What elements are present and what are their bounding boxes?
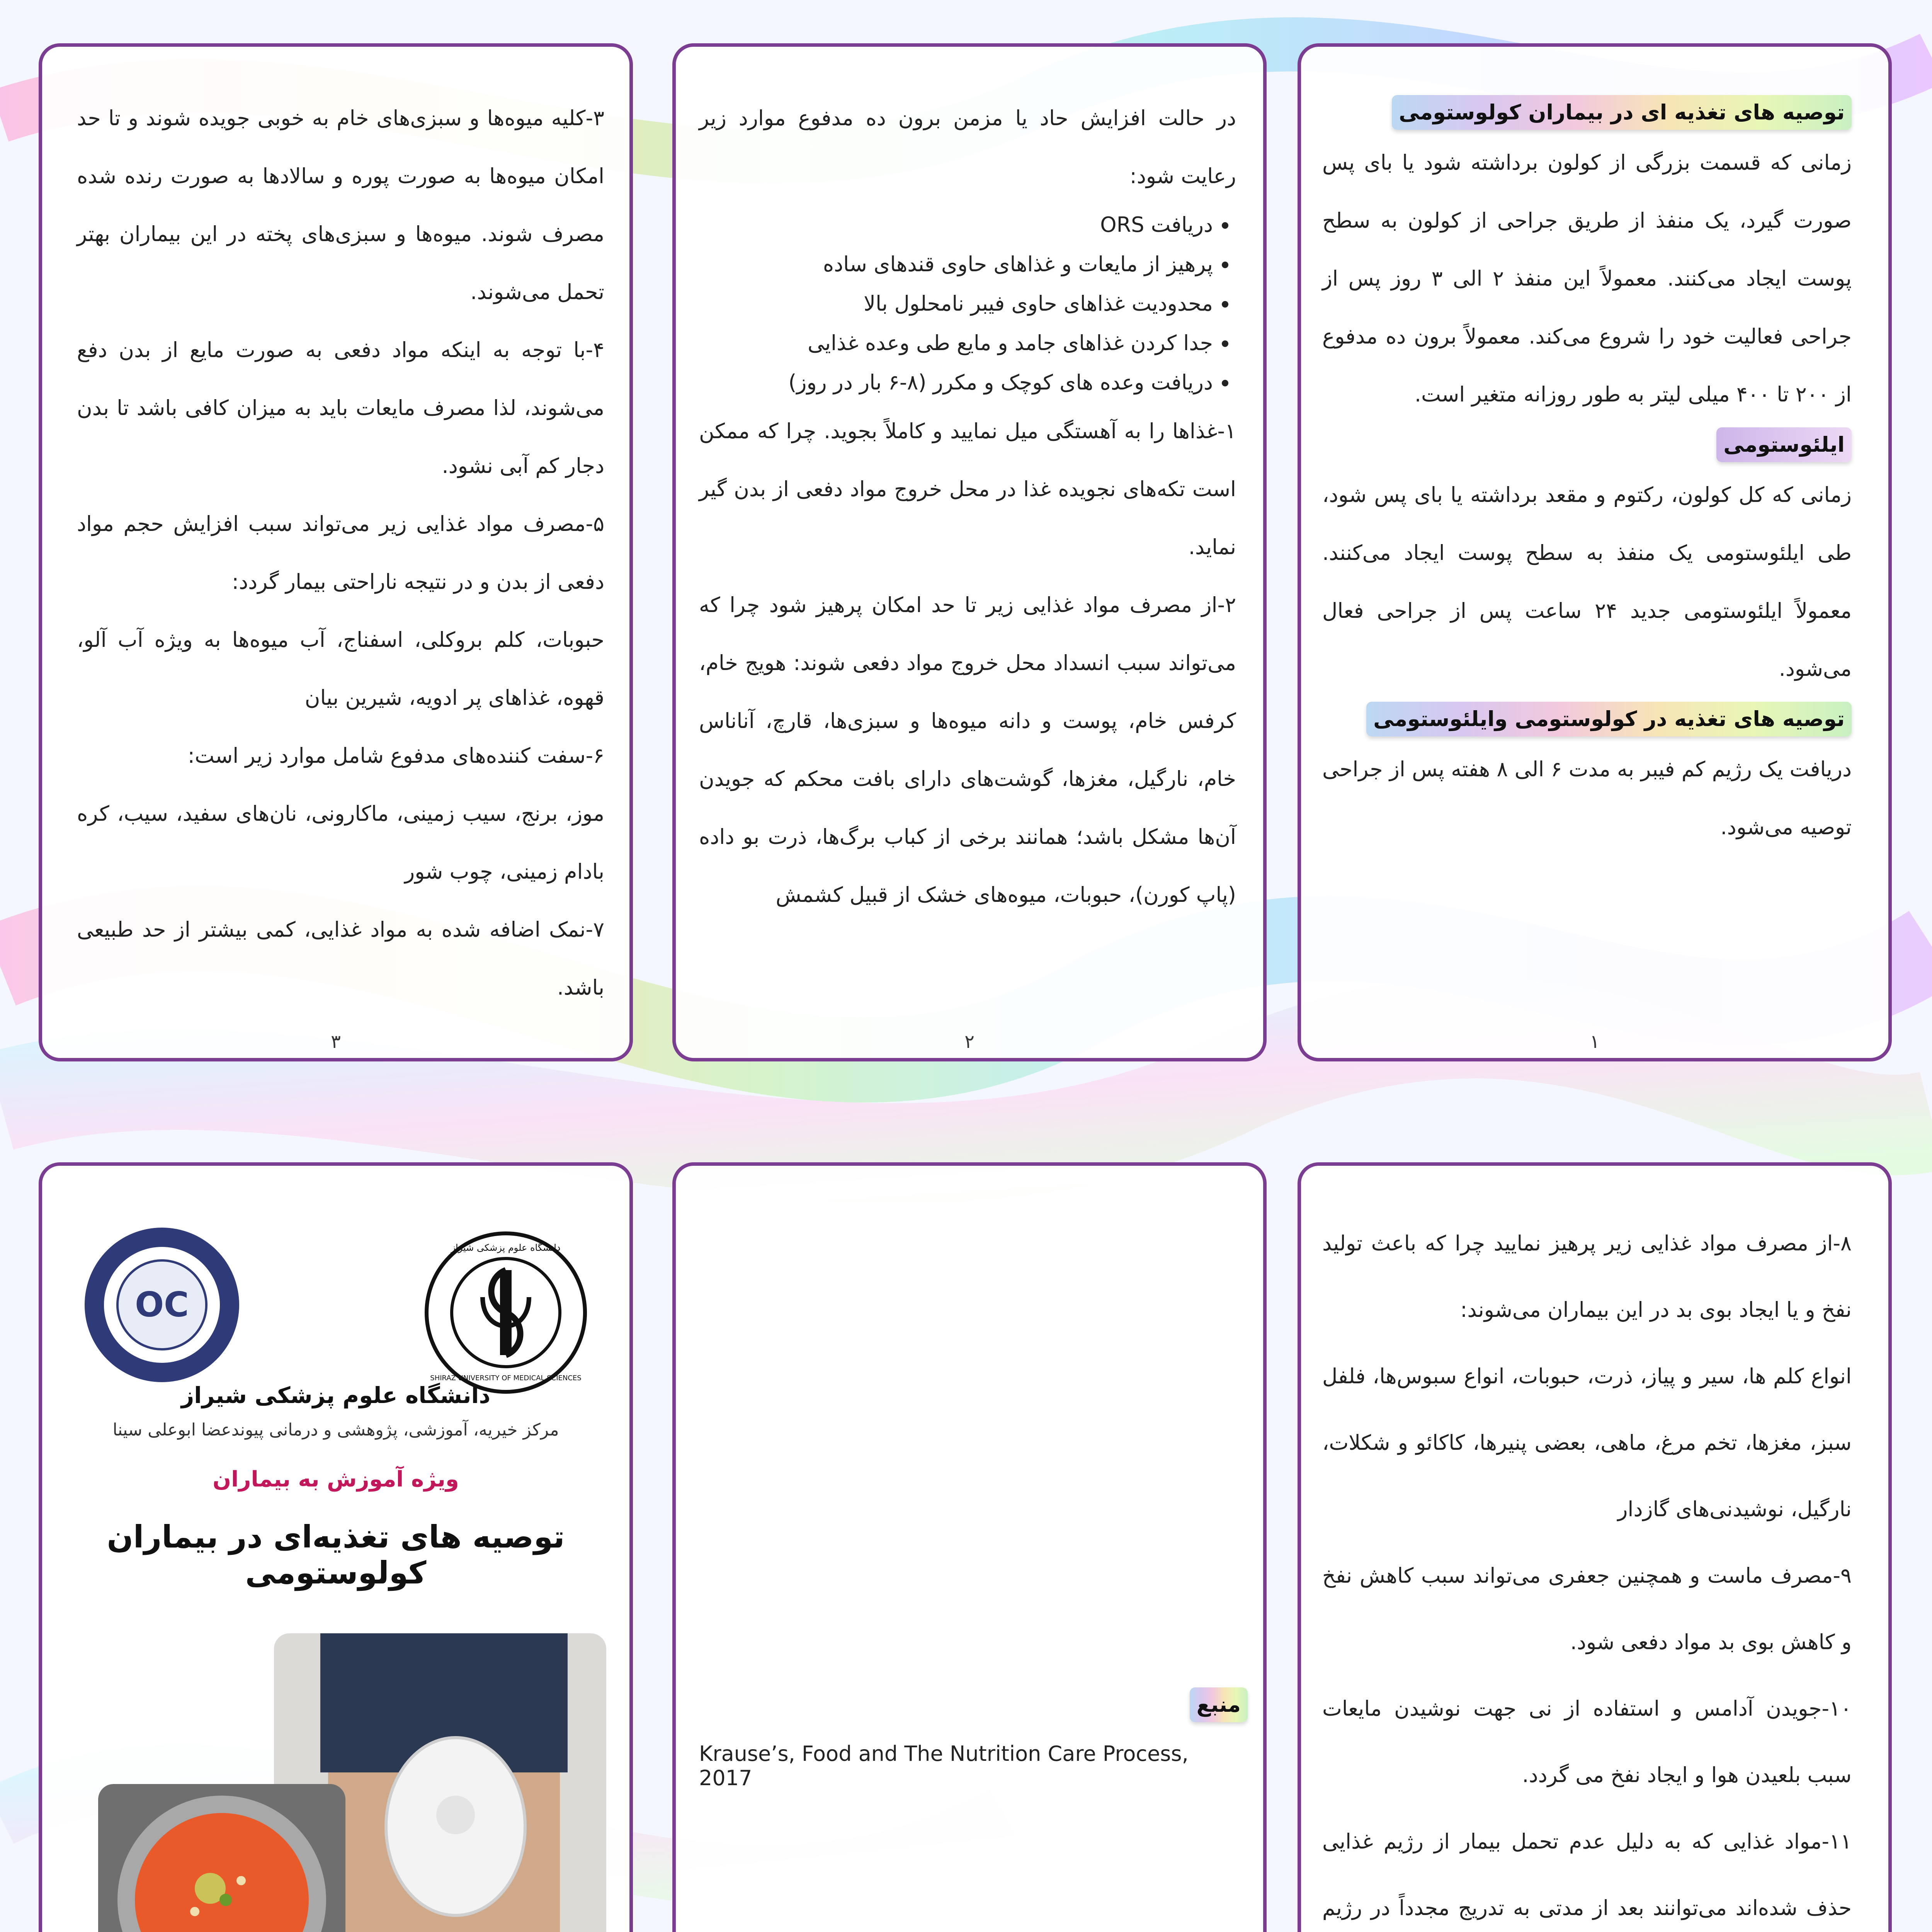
tip-6-stool-thickeners: ۶-سفت کننده‌های مدفوع شامل موارد زیر است:: [187, 743, 604, 768]
source-reference: Krause’s, Food and The Nutrition Care Process, 2017: [699, 1742, 1189, 1790]
panel-page-4: [1298, 1162, 1892, 1932]
colostomy-description: زمانی که قسمت بزرگی از کولون برداشته شود یا بای پس صورت گیرد، یک منفذ از طریق جراحی از کولون به سطح پوست ایجاد می‌کنند. معمولاً این منفذ ۲ الی ۳ روز پس از جراحی فعالیت خود را شروع می‌کند. معمولاً برون ده مدفوع از ۲۰۰ تا ۴۰۰ میلی لیتر به طور روزانه متغیر است.: [1322, 150, 1852, 406]
source-heading: منبع: [1190, 1687, 1248, 1722]
list-item: • پرهیز از مایعات و غذاهای حاوی قندهای ساده: [699, 245, 1213, 284]
tip-5-food-list: حبوبات، کلم بروکلی، اسفناج، آب میوه‌ها به ویژه آب آلو، قهوه، غذاهای پر ادویه، شیرین بیان: [77, 628, 604, 710]
page-title: توصیه های تغذیه‌ای در بیماران کولوستومی: [107, 1519, 565, 1591]
shiraz-logo-fa-text: دانشگاه علوم پزشکی شیراز: [451, 1242, 561, 1253]
tip-4-fluids: ۴-با توجه به اینکه مواد دفعی به صورت مایع از بدن دفع می‌شوند، لذا مصرف مایعات باید به میزان کافی باشد تا بدن دجار کم آبی نشود.: [77, 338, 604, 478]
tip-1-chew: ۱-غذاها را به آهستگی میل نمایید و کاملاً بجوید. چرا که ممکن است تکه‌های نجویده غذا در محل خروج مواد دفعی از بدن گیر نماید.: [699, 419, 1236, 559]
shiraz-university-logo: [421, 1228, 591, 1398]
page-number: ۱: [1590, 1031, 1600, 1053]
panel-cover: [39, 1162, 633, 1932]
tip-6-food-list: موز، برنج، سیب زمینی، ماکارونی، نان‌های سفید، سیب، کره بادام زمینی، چوب شور: [77, 801, 604, 884]
panel-page-2: [672, 43, 1267, 1061]
organ-transplant-center-logo: [81, 1224, 243, 1386]
list-item: • محدودیت غذاهای حاوی فیبر نامحلول بالا: [699, 284, 1213, 323]
oc-logo-text: OC: [135, 1285, 189, 1325]
page-number: ۳: [331, 1031, 341, 1053]
panel-page-3: [39, 43, 633, 1061]
shiraz-logo-en-text: SHIRAZ UNIVERSITY OF MEDICAL SCIENCES: [430, 1374, 582, 1382]
heading-colostomy-ileostomy-nutrition: توصیه های تغذیه در کولوستومی وایلئوستومی: [1366, 702, 1852, 736]
page-number: ۲: [964, 1031, 975, 1053]
low-fiber-recommendation: دریافت یک رژیم کم فیبر به مدت ۶ الی ۸ هفته پس از جراحی توصیه می‌شود.: [1322, 757, 1852, 839]
panel-page-1: [1298, 43, 1892, 1061]
tip-2-avoid-blockage: ۲-از مصرف مواد غذایی زیر تا حد امکان پرهیز شود چرا که می‌تواند سبب انسداد محل خروج مواد دفعی شوند: هویج خام، کرفس خام، پوست و دانه میوه‌ها و سبزی‌ها، قارچ، آناناس خام، نارگیل، مغزها، گوشت‌های دارای بافت محکم که جویدن آن‌ها مشکل باشد؛ همانند برخی از کباب برگ‌ها، ذرت بو داده (پاپ کورن)، حبوبات، میوه‌های خشک از قبیل کشمش: [699, 593, 1236, 907]
panel-page-5: [672, 1162, 1267, 1932]
tip-11-reintroduce: ۱۱-مواد غذایی که به دلیل عدم تحمل بیمار از رژیم غذایی حذف شده‌اند می‌توانند بعد از مدتی به تدریج مجدداً در رژیم: [1322, 1829, 1852, 1920]
tip-8-gas-foods: ۸-از مصرف مواد غذایی زیر پرهیز نمایید چرا که باعث تولید نفخ و یا ایجاد بوی بد در این بیماران می‌شوند:: [1322, 1231, 1852, 1322]
list-item: • دریافت وعده های کوچک و مکرر (۸-۶ بار در روز): [699, 363, 1213, 402]
tip-8-food-list: انواع کلم ها، سیر و پیاز، ذرت، حبوبات، انواع سبوس‌ها، فلفل سبز، مغزها، تخم مرغ، ماهی، بعضی پنیرها، کاکائو و شکلات، نارگیل، نوشیدنی‌های گازدار: [1322, 1364, 1852, 1521]
tip-7-salt: ۷-نمک اضافه شده به مواد غذایی، کمی بیشتر از حد طبیعی باشد.: [77, 917, 604, 1000]
high-output-intro: در حالت افزایش حاد یا مزمن برون ده مدفوع موارد زیر رعایت شود:: [699, 106, 1236, 188]
ileostomy-description: زمانی که کل کولون، رکتوم و مقعد برداشته یا بای پس شود، طی ایلئوستومی یک منفذ به سطح پوست ایجاد می‌کنند. معمولاً ایلئوستومی جدید ۲۴ ساعت پس از جراحی فعال می‌شود.: [1322, 483, 1852, 681]
list-item: • دریافت ORS: [699, 205, 1213, 245]
tip-3-raw-fruits: ۳-کلیه میوه‌ها و سبزی‌های خام به خوبی جویده شوند و تا حد امکان میوه‌ها به صورت پوره و سالادها به صورت رنده شده مصرف شوند. میوه‌ها و سبزی‌های پخته در این بیماران بهتر تحمل می‌شوند.: [77, 106, 604, 304]
tip-9-yogurt: ۹-مصرف ماست و همچنین جعفری می‌تواند سبب کاهش نفخ و کاهش بوی بد مواد دفعی شود.: [1322, 1563, 1852, 1654]
tomato-soup-photo-icon: [98, 1784, 345, 1932]
university-name: دانشگاه علوم پزشکی شیراز: [181, 1382, 491, 1408]
patient-education-label: ویژه آموزش به بیماران: [213, 1467, 459, 1492]
tip-10-gum-straw: ۱۰-جویدن آدامس و استفاده از نی جهت نوشیدن مایعات سبب بلعیدن هوا و ایجاد نفخ می گردد.: [1322, 1696, 1852, 1787]
heading-colostomy-nutrition: توصیه های تغذیه ای در بیماران کولوستومی: [1392, 95, 1852, 130]
center-name: مرکز خیریه، آموزشی، پژوهشی و درمانی پیوندعضا ابوعلی سینا: [112, 1420, 559, 1440]
high-output-bullet-list: [699, 205, 1236, 402]
heading-ileostomy: ایلئوستومی: [1716, 427, 1852, 462]
tip-5-volume-foods: ۵-مصرف مواد غذایی زیر می‌تواند سبب افزایش حجم مواد دفعی از بدن و در نتیجه ناراحتی بیمار گردد:: [77, 512, 604, 594]
list-item: • جدا کردن غذاهای جامد و مایع طی وعده غذایی: [699, 323, 1213, 363]
